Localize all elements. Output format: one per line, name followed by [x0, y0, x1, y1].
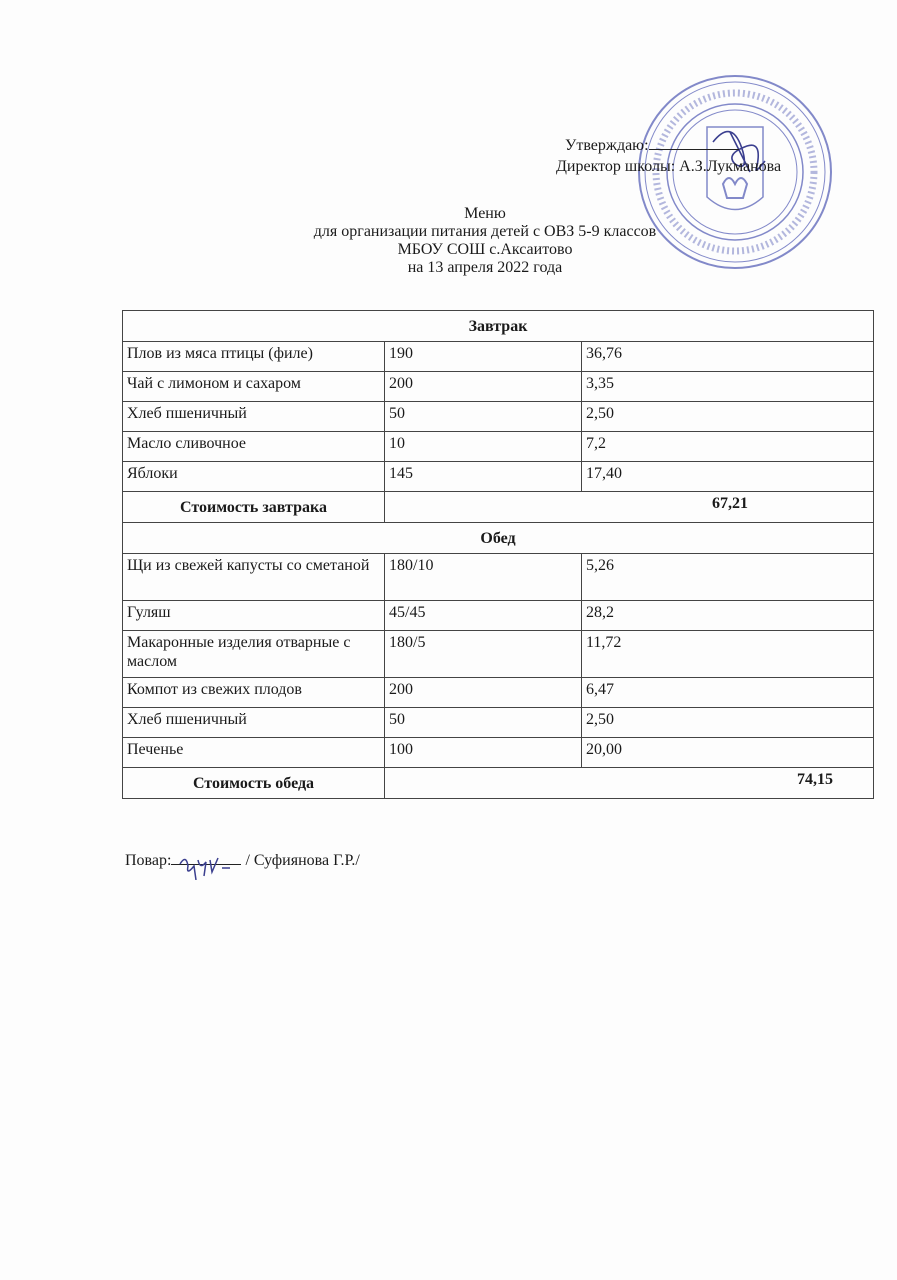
table-row: Гуляш 45/45 28,2: [123, 601, 874, 631]
doc-subtitle: для организации питания детей с ОВЗ 5-9 классов: [313, 223, 657, 240]
cook-line: [125, 852, 360, 870]
approval-line: [565, 137, 739, 155]
section-header-lunch: Обед: [123, 523, 874, 554]
lunch-total-row: Стоимость обеда 74,15: [123, 768, 874, 799]
school-name: МБОУ СОШ с.Аксаитово: [397, 241, 573, 258]
cook-signature: [176, 854, 236, 880]
table-row: Печенье 100 20,00: [123, 738, 874, 768]
table-row: Макаронные изделия отварные с маслом 180/5 11,72: [123, 631, 874, 678]
table-row: Масло сливочное 10 7,2: [123, 432, 874, 462]
breakfast-total-row: Стоимость завтрака 67,21: [123, 492, 874, 523]
doc-title: Меню: [464, 205, 506, 222]
section-header-breakfast: Завтрак: [123, 311, 874, 342]
table-row: Яблоки 145 17,40: [123, 462, 874, 492]
table-row: Чай с лимоном и сахаром 200 3,35: [123, 372, 874, 402]
table-row: Компот из свежих плодов 200 6,47: [123, 678, 874, 708]
director-name: А.З.Лукманова: [679, 158, 782, 175]
director-line: [556, 158, 781, 176]
table-row: Щи из свежей капусты со сметаной 180/10 5,26: [123, 554, 874, 601]
table-row: Хлеб пшеничный 50 2,50: [123, 402, 874, 432]
menu-date: на 13 апреля 2022 года: [407, 259, 563, 276]
director-position: Директор школы:: [556, 158, 676, 175]
cook-name: / Суфиянова Г.Р./: [245, 852, 360, 869]
table-row: Плов из мяса птицы (филе) 190 36,76: [123, 342, 874, 372]
approval-label: Утверждаю:: [565, 137, 649, 154]
table-row: Хлеб пшеничный 50 2,50: [123, 708, 874, 738]
cook-label: Повар:: [125, 852, 172, 869]
menu-table: [122, 310, 874, 799]
